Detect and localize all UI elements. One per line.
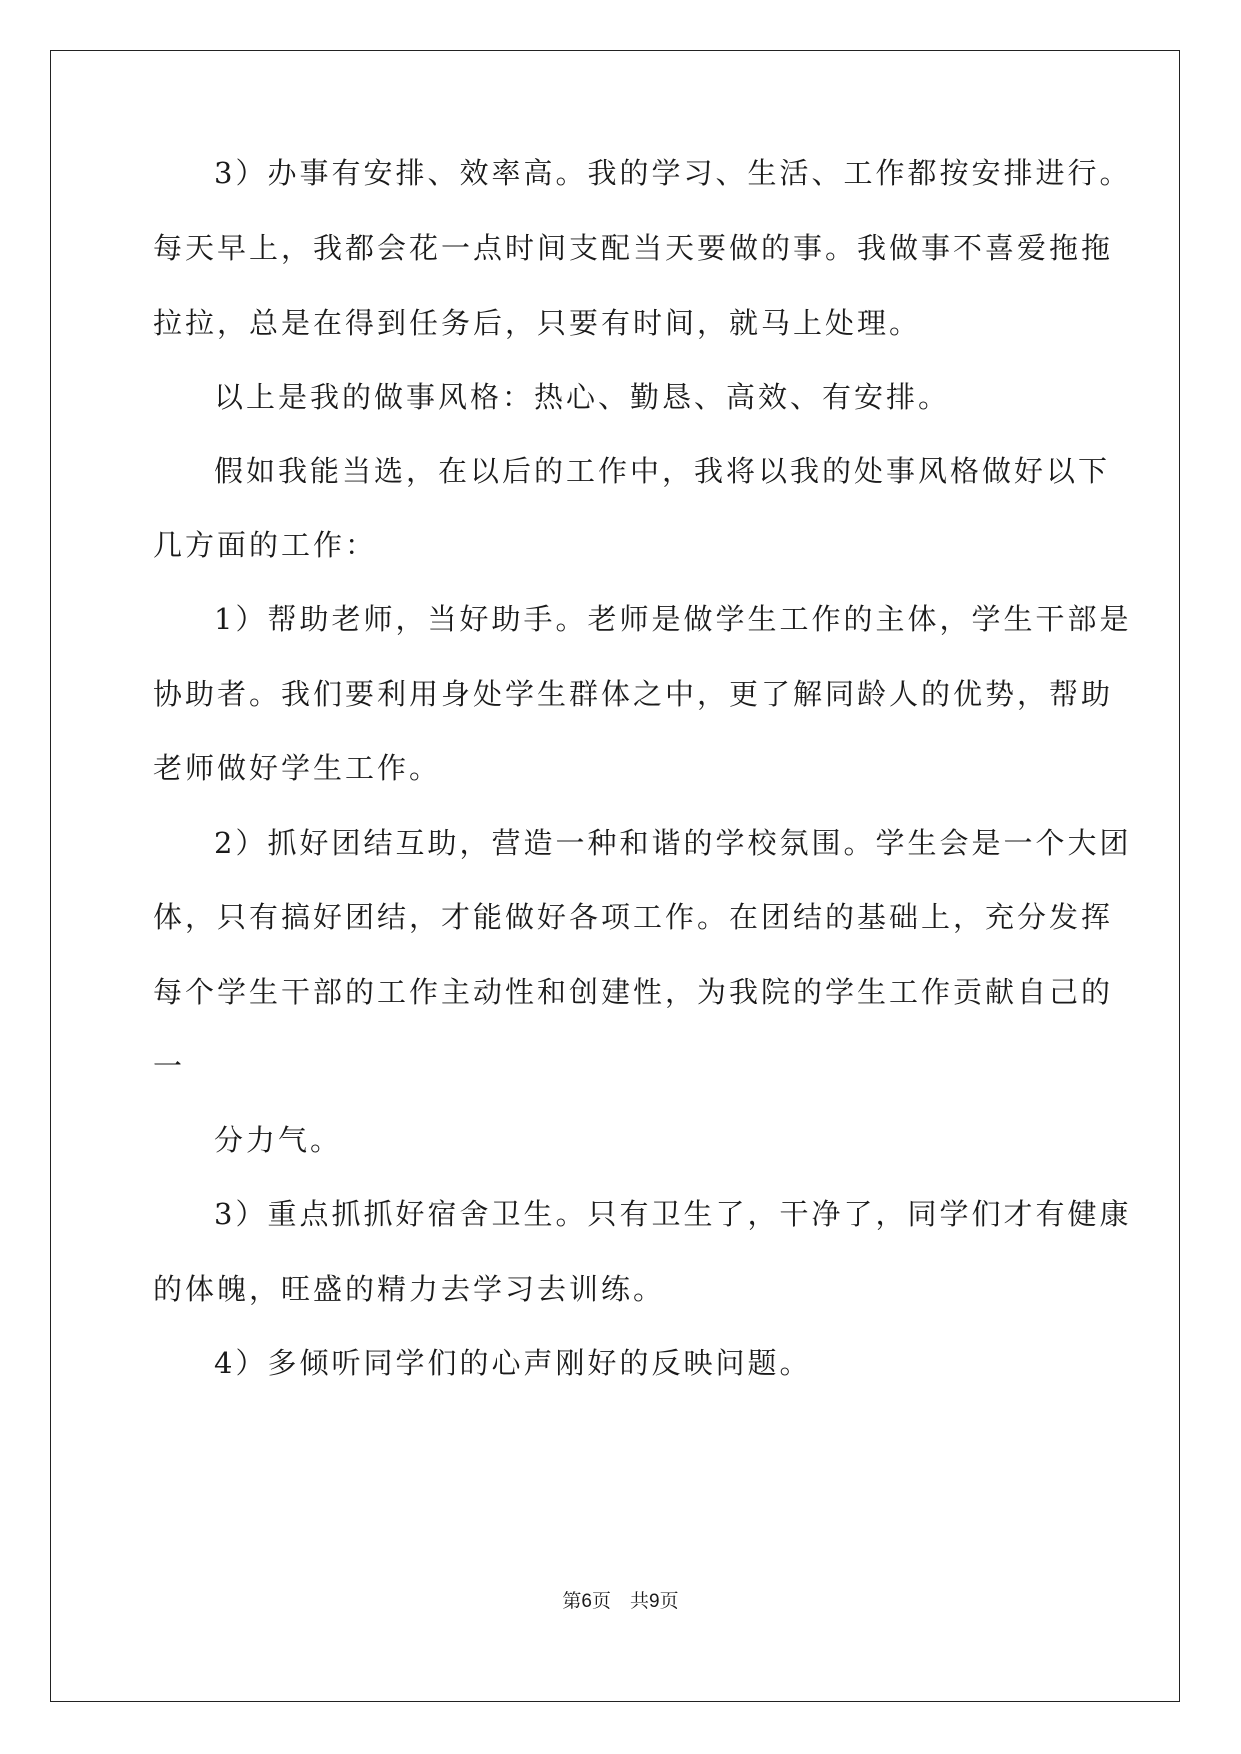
footer-prefix: 第: [562, 1590, 582, 1612]
text-line: 几方面的工作：: [153, 528, 378, 562]
text-line: 老师做好学生工作。: [153, 751, 442, 785]
page-footer: [0, 1586, 1241, 1613]
text-line: 每天早上，我都会花一点时间支配当天要做的事。我做事不喜爱拖拖: [153, 231, 1114, 265]
text-line: 3）办事有安排、效率高。我的学习、生活、工作都按安排进行。: [214, 156, 1132, 190]
text-line: 以上是我的做事风格：热心、勤恳、高效、有安排。: [214, 380, 951, 414]
text-line: 一: [153, 1049, 186, 1083]
text-line: 协助者。我们要利用身处学生群体之中，更了解同龄人的优势，帮助: [153, 677, 1114, 711]
footer-suffix: 页: [659, 1590, 679, 1612]
text-line: 4）多倾听同学们的心声刚好的反映问题。: [214, 1346, 812, 1380]
text-line: 每个学生干部的工作主动性和创建性，为我院的学生工作贡献自己的: [153, 975, 1114, 1009]
total-page-number: 9: [649, 1591, 660, 1612]
text-line: 3）重点抓抓好宿舍卫生。只有卫生了，干净了，同学们才有健康: [214, 1197, 1132, 1231]
text-line: 拉拉，总是在得到任务后，只要有时间，就马上处理。: [153, 306, 922, 340]
text-line: 体，只有搞好团结，才能做好各项工作。在团结的基础上，充分发挥: [153, 900, 1114, 934]
text-line: 假如我能当选，在以后的工作中，我将以我的处事风格做好以下: [214, 454, 1111, 488]
footer-mid: 页 共: [591, 1590, 649, 1612]
current-page-number: 6: [581, 1591, 592, 1612]
text-line: 的体魄，旺盛的精力去学习去训练。: [153, 1272, 666, 1306]
text-line: 分力气。: [214, 1123, 343, 1157]
page-border: [50, 50, 1180, 1702]
text-line: 1）帮助老师，当好助手。老师是做学生工作的主体，学生干部是: [214, 602, 1132, 636]
text-line: 2）抓好团结互助，营造一种和谐的学校氛围。学生会是一个大团: [214, 826, 1132, 860]
